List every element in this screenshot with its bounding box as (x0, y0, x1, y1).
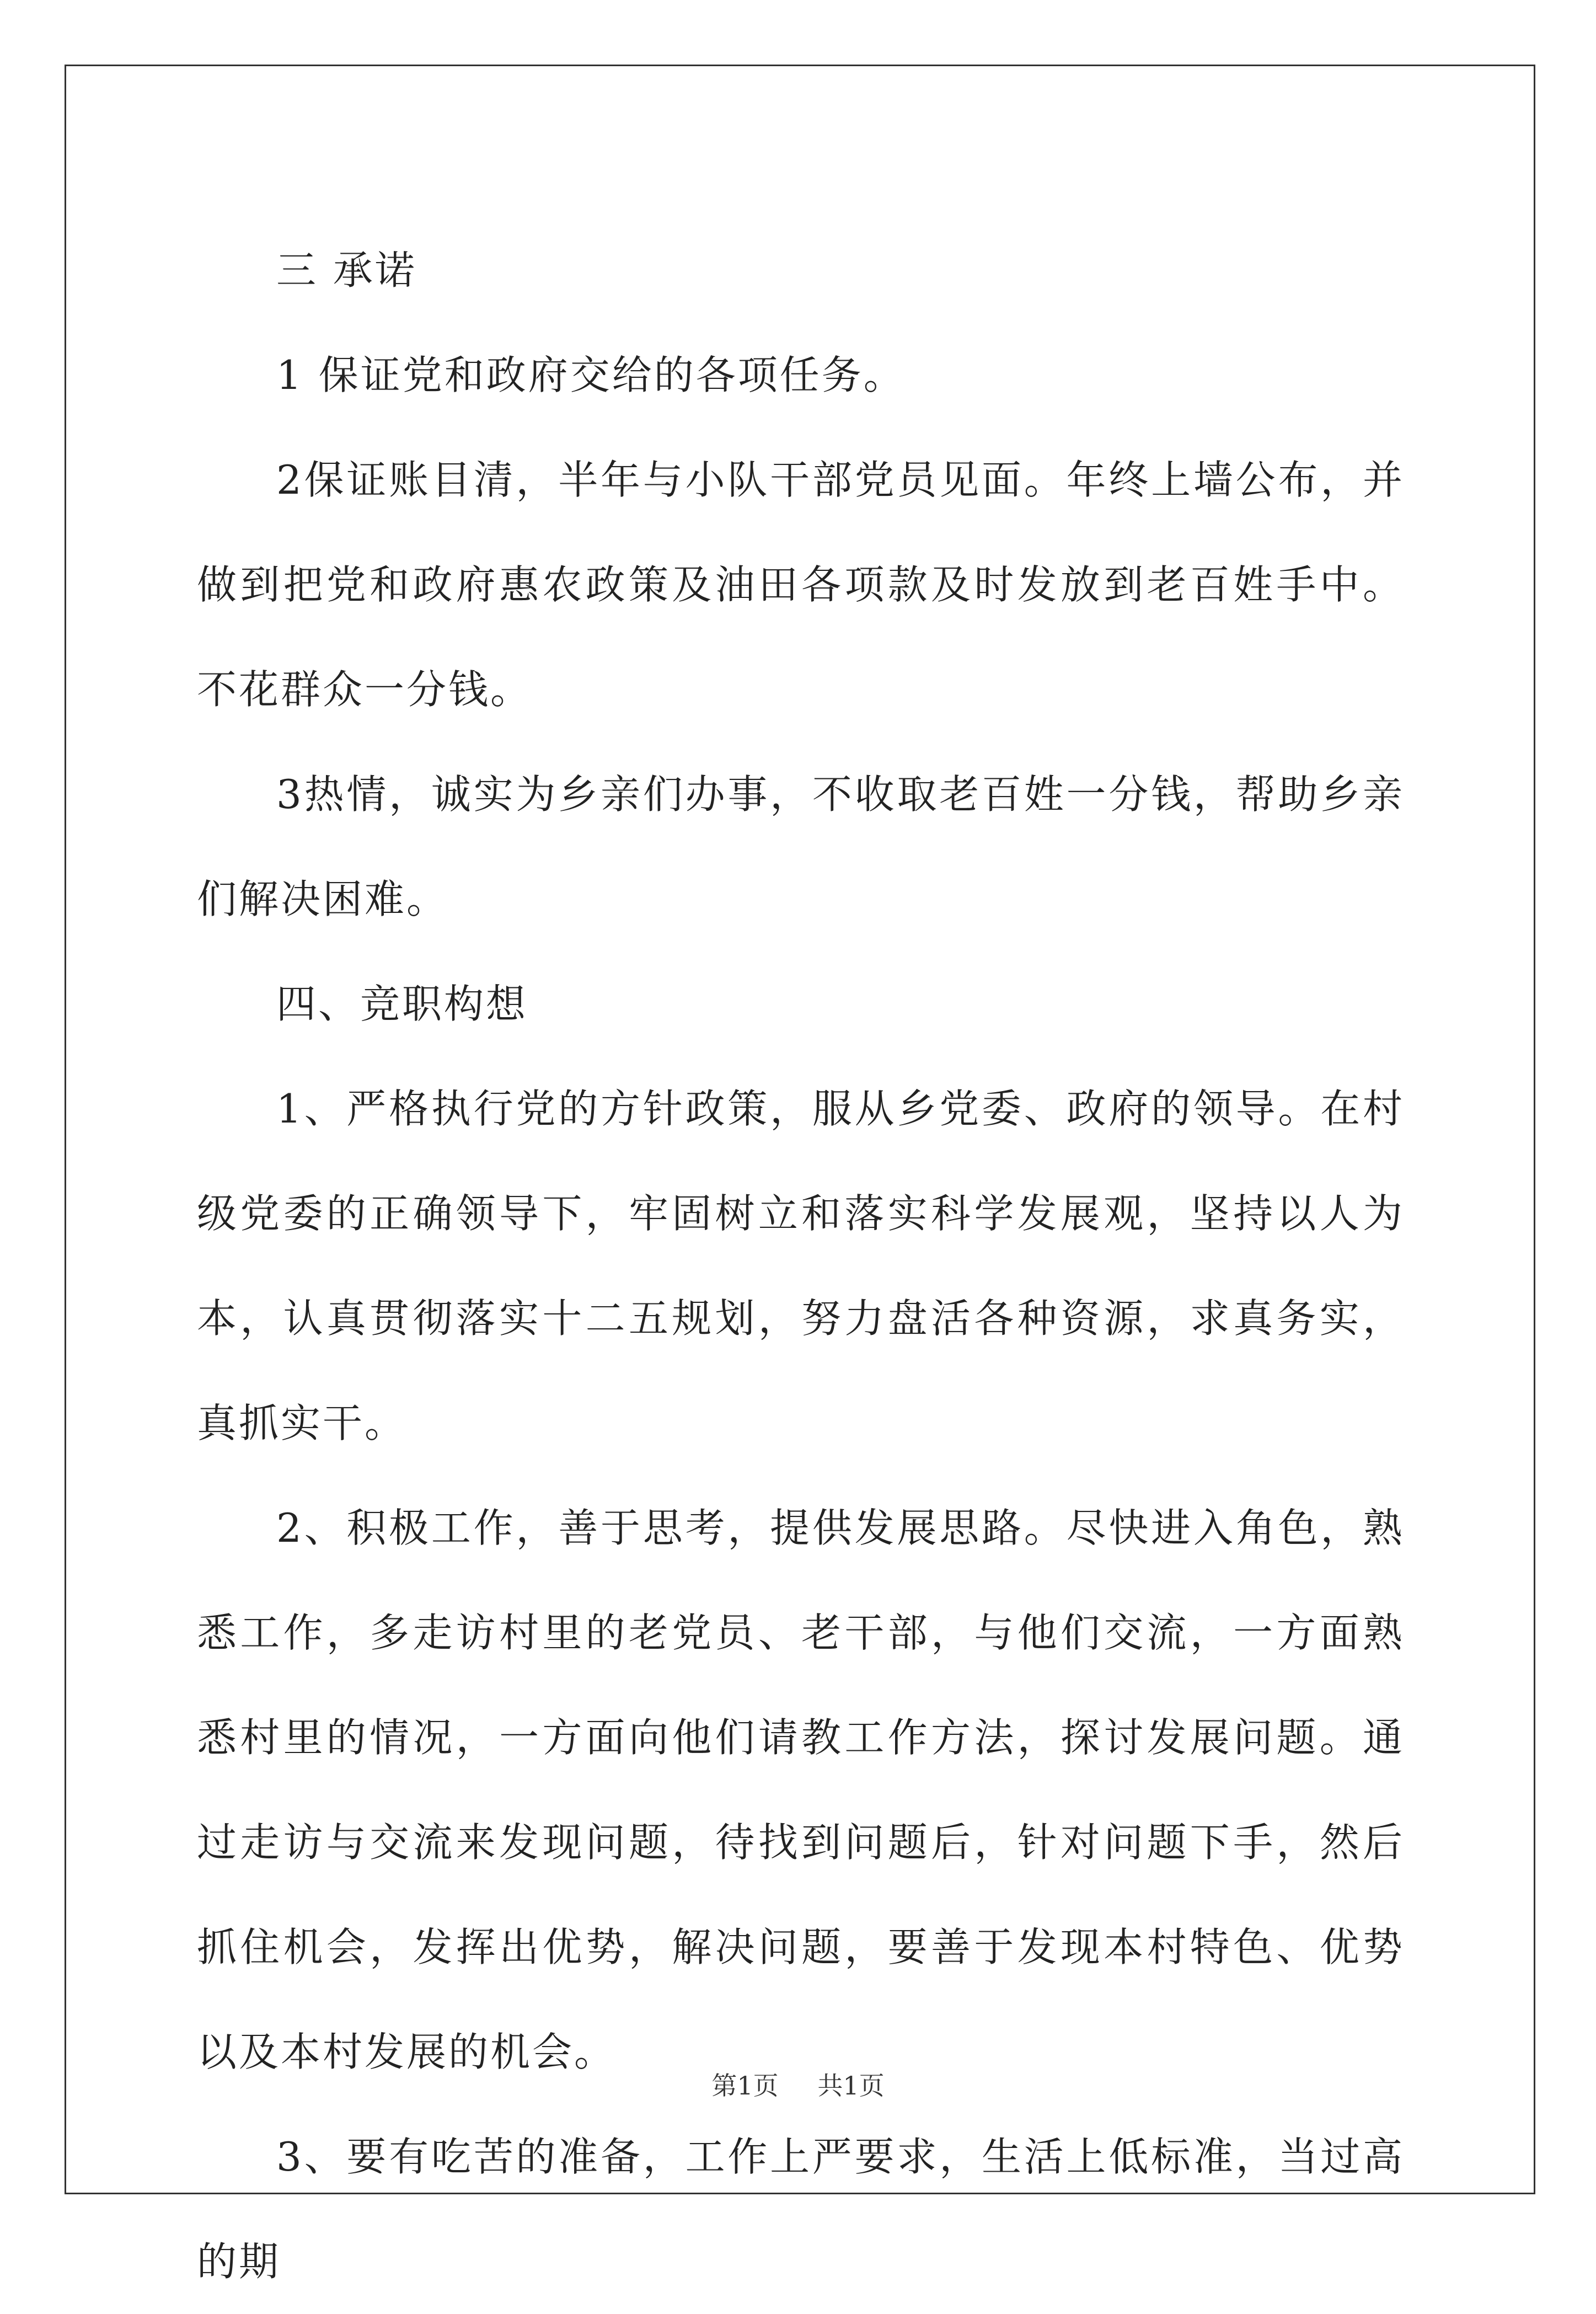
promise-item-2: 2保证账目清，半年与小队干部党员见面。年终上墙公布，并做到把党和政府惠农政策及油田各项款及时发放到老百姓手中。不花群众一分钱。 (197, 457, 1405, 713)
page-total: 共1页 (817, 2071, 885, 2101)
section-heading-promise: 三 承诺 (276, 247, 417, 293)
document-body (197, 218, 1405, 2314)
plan-item-2: 2、积极工作，善于思考，提供发展思路。尽快进入角色，熟悉工作，多走访村里的老党员、老干部，与他们交流，一方面熟悉村里的情况，一方面向他们请教工作方法，探讨发展问题。通过走访与交流来发现问题，待找到问题后，针对问题下手，然后抓住机会，发挥出优势，解决问题，要善于发现本村特色、优势以及本村发展的机会。 (197, 1505, 1405, 2075)
promise-item-1: 1 保证党和政府交给的各项任务。 (276, 352, 906, 398)
plan-item-1: 1、严格执行党的方针政策，服从乡党委、政府的领导。在村级党委的正确领导下，牢固树立和落实科学发展观，坚持以人为本，认真贯彻落实十二五规划，努力盘活各种资源，求真务实，真抓实干。 (197, 1086, 1405, 1446)
promise-item-3: 3热情，诚实为乡亲们办事，不收取老百姓一分钱，帮助乡亲们解决困难。 (197, 771, 1405, 922)
section-heading-plan: 四、竞职构想 (276, 981, 528, 1027)
plan-item-3: 3、要有吃苦的准备，工作上严要求，生活上低标准，当过高的期 (197, 2134, 1405, 2285)
page-number: 第1页 (711, 2071, 779, 2101)
page-footer (0, 2066, 1596, 2102)
